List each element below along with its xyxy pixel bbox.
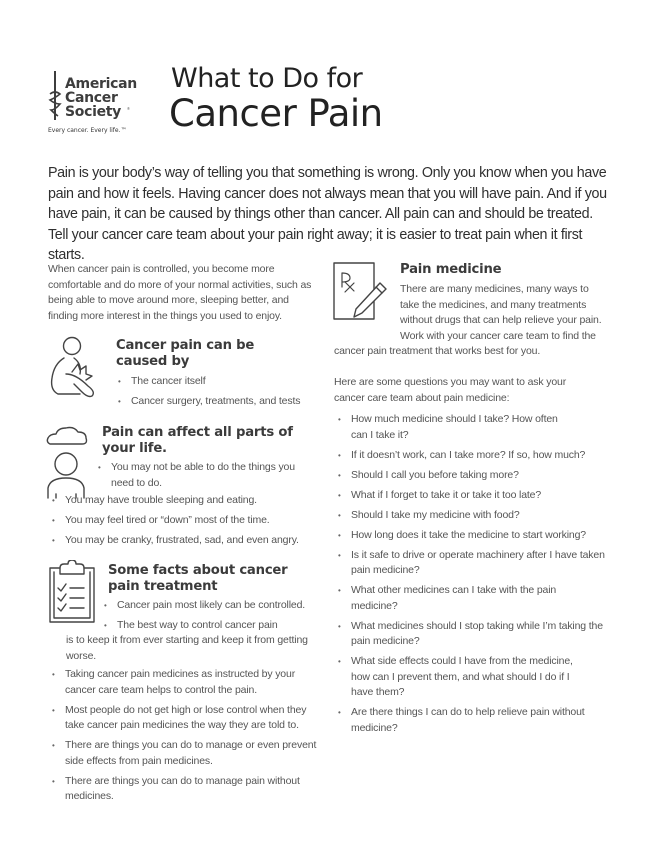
- logo-line-1: American: [65, 76, 137, 92]
- section-heading-affect: Pain can affect all parts of your life.: [102, 425, 293, 456]
- section-heading-facts: Some facts about cancer pain treatment: [108, 563, 288, 594]
- list-item: • How much medicine should I take? How often can I take it?: [336, 412, 606, 443]
- list-item: • Most people do not get high or lose control when they take cancer pain medicines the way they are told to.: [50, 703, 325, 734]
- list-item: • The best way to control cancer pain: [102, 618, 332, 634]
- facts-list: [50, 667, 325, 809]
- logo-line-3: Society: [65, 104, 122, 120]
- list-item: • Are there things I can do to help relieve pain without medicine?: [336, 705, 606, 736]
- questions-intro: Here are some questions you may want to ask your cancer care team about pain medicine:: [334, 376, 567, 404]
- list-item: • There are things you can do to manage pain without medicines.: [50, 774, 325, 805]
- list-item: • You may be cranky, frustrated, sad, and even angry.: [50, 533, 320, 549]
- causes-list: [116, 374, 326, 414]
- list-item: • What side effects could I have from the medicine, how can I prevent them, and what should I do if I have them?: [336, 654, 606, 701]
- page-title-line-1: What to Do for: [171, 63, 363, 94]
- list-item: • There are things you can do to manage or even prevent side effects from pain medicines.: [50, 738, 325, 769]
- list-item: • What medicines should I stop taking while I’m taking the pain medicine?: [336, 619, 606, 650]
- section-heading-causes: Cancer pain can be caused by: [116, 338, 255, 369]
- list-item: • Should I take my medicine with food?: [336, 508, 606, 524]
- person-with-cloud-icon: [44, 424, 100, 500]
- questions-list: [336, 412, 606, 741]
- person-in-pain-icon: [44, 334, 110, 402]
- page-title-line-2: Cancer Pain: [169, 92, 383, 135]
- list-item: • You may not be able to do the things you need to do.: [96, 460, 316, 491]
- left-intro-paragraph: When cancer pain is controlled, you become more comfortable and do more of your normal activities, such as being able to move around more, sleeping better, and finding more interest in the things you used to enjoy.: [48, 263, 312, 322]
- list-item: • What other medicines can I take with the pain medicine?: [336, 583, 606, 614]
- list-item: • Cancer surgery, treatments, and tests: [116, 394, 326, 410]
- sword-snake-icon: [48, 70, 62, 122]
- list-item: • What if I forget to take it or take it too late?: [336, 488, 606, 504]
- list-item: • You may feel tired or “down” most of the time.: [50, 513, 320, 529]
- pain-medicine-text: There are many medicines, many ways to take the medicines, and many treatments without drugs that can help relieve your pain. Work with your cancer care team to find the cancer pain treatment that works best for you.: [334, 283, 602, 357]
- clipboard-checklist-icon: [46, 560, 98, 626]
- affect-list: [50, 493, 320, 553]
- list-item: • Cancer pain most likely can be controlled.: [102, 598, 332, 614]
- list-item: • Should I call you before taking more?: [336, 468, 606, 484]
- pain-medicine-paragraph: [334, 282, 602, 360]
- list-item: • If it doesn’t work, can I take more? If so, how much?: [336, 448, 606, 464]
- list-item: • How long does it take the medicine to start working?: [336, 528, 606, 544]
- list-item: • The cancer itself: [116, 374, 326, 390]
- intro-paragraph: Pain is your body’s way of telling you that something is wrong. Only you know when you have pain and how it feels. Having cancer does not always mean that you will have pain. And if you have pain, it can be caused by things other than cancer. All pain can and should be treated. Tell your cancer care team about your pain right away; it is easier to treat pain when it first starts.: [48, 165, 607, 263]
- section-heading-pain-medicine: Pain medicine: [400, 262, 502, 277]
- acs-logo: [48, 70, 148, 140]
- facts-continued-text: is to keep it from ever starting and keep it from getting worse.: [66, 634, 308, 662]
- list-item: • Is it safe to drive or operate machinery after I have taken pain medicine?: [336, 548, 606, 579]
- logo-line-2: Cancer: [65, 90, 118, 106]
- facts-list-top: [102, 598, 332, 638]
- logo-tagline: Every cancer. Every life.™: [48, 127, 127, 134]
- list-item: • You may have trouble sleeping and eating.: [50, 493, 320, 509]
- affect-list-top: [96, 460, 316, 496]
- list-item: • Taking cancer pain medicines as instructed by your cancer care team helps to control the pain.: [50, 667, 325, 698]
- registered-mark: ®: [127, 106, 130, 111]
